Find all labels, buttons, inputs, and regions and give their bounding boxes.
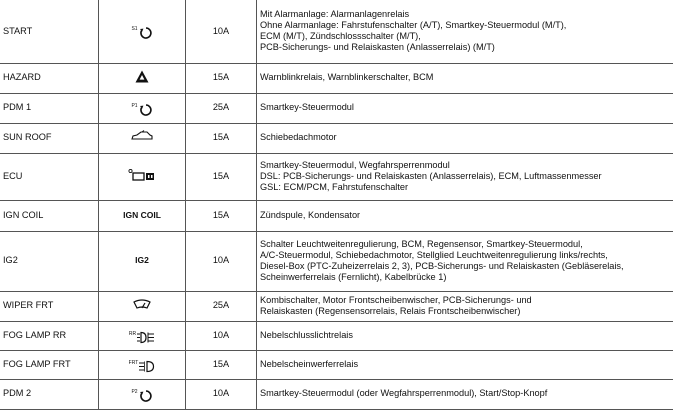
description-line: Smartkey-Steuermodul (oder Wegfahrsperrenmodul), Start/Stop-Knopf: [260, 388, 548, 399]
fuse-symbol: [99, 123, 186, 153]
symbol-label: IGN COIL: [123, 209, 161, 220]
description-line: Nebelscheinwerferrelais: [260, 358, 359, 369]
fuse-description: [257, 291, 673, 321]
description-line: Diesel-Box (PTC-Zuheizerrelais 2, 3), PCB-Sicherungs- und Relaiskasten (Gebläserelais,: [260, 261, 624, 271]
description-line: PCB-Sicherungs- und Relaiskasten (Anlasserrelais) (M/T): [260, 42, 495, 53]
fuse-name: IG2: [3, 255, 18, 266]
fuse-symbol: [99, 379, 186, 409]
description-line: GSL: ECM/PCM, Fahrstufenschalter: [260, 182, 409, 193]
fuse-amperage: 10A: [186, 321, 257, 350]
fuse-name: FOG LAMP FRT: [3, 358, 71, 369]
symbol-label: IG2: [135, 255, 149, 266]
table-row: [0, 123, 673, 153]
fuse-symbol: [99, 291, 186, 321]
fuse-amperage: 25A: [186, 291, 257, 321]
fuse-description: [257, 379, 673, 409]
fuse-name: HAZARD: [3, 72, 41, 83]
fuse-symbol: [99, 321, 186, 350]
symbol-superscript: RR: [128, 331, 137, 337]
fuse-description: [257, 350, 673, 379]
description-line: Warnblinkrelais, Warnblinkerschalter, BCM: [260, 72, 434, 83]
table-row: [0, 200, 673, 231]
fuse-description: [257, 153, 673, 200]
sunroof-car-icon: [131, 130, 153, 142]
wiper-icon: [133, 299, 151, 310]
fuse-symbol: [99, 350, 186, 379]
fuse-amperage: 10A: [186, 0, 257, 63]
start-relay-icon: [139, 26, 153, 40]
fuse-amperage: 15A: [186, 350, 257, 379]
fuse-symbol: [99, 231, 186, 291]
description-line: ECM (M/T), Zündschlossschalter (M/T),: [260, 31, 421, 42]
fuse-symbol: [99, 0, 186, 63]
symbol-superscript: FRT: [128, 360, 139, 366]
symbol-superscript: P1: [131, 103, 138, 109]
description-line: Relaiskasten (Regensensorrelais, Relais Frontscheibenwischer): [260, 306, 521, 316]
table-row: [0, 231, 673, 291]
fuse-name: IGN COIL: [3, 209, 44, 220]
description-line: Schiebedachmotor: [260, 132, 337, 143]
fuse-name: PDM 2: [3, 388, 32, 399]
table-row: [0, 63, 673, 93]
fuse-amperage: 10A: [186, 379, 257, 409]
description-line: Nebelschlusslichtrelais: [260, 329, 353, 340]
fuse-name: START: [3, 25, 33, 36]
description-line: Smartkey-Steuermodul: [260, 102, 354, 113]
description-line: A/C-Steuermodul, Schiebedachmotor, Stellglied Leuchtweitenregulierung links/rechts,: [260, 249, 608, 260]
hazard-triangle-icon: [135, 70, 149, 83]
fuse-name: WIPER FRT: [3, 300, 54, 311]
table-row: [0, 0, 673, 63]
front-fog-lamp-icon: [139, 360, 155, 373]
description-line: DSL: PCB-Sicherungs- und Relaiskasten (Anlasserrelais), ECM, Luftmassenmesser: [260, 170, 602, 181]
fuse-description: [257, 0, 673, 63]
description-line: Smartkey-Steuermodul, Wegfahrsperrenmodul: [260, 159, 450, 170]
description-line: Mit Alarmanlage: Alarmanlagenrelais: [260, 8, 410, 19]
fuse-symbol: [99, 63, 186, 93]
fuse-amperage: 15A: [186, 63, 257, 93]
fuse-symbol: [99, 153, 186, 200]
table-row: [0, 379, 673, 409]
description-line: Scheinwerferrelais (Fernlicht), Kabelbrücke 1): [260, 272, 447, 283]
fuse-description: [257, 200, 673, 231]
fuse-amperage: 15A: [186, 123, 257, 153]
fuse-description: [257, 231, 673, 291]
fuse-description: [257, 321, 673, 350]
fuse-name: PDM 1: [3, 102, 32, 113]
description-line: Kombischalter, Motor Frontscheibenwischer, PCB-Sicherungs- und: [260, 294, 532, 305]
table-row: [0, 291, 673, 321]
rear-fog-lamp-icon: [137, 331, 155, 344]
fuse-amperage: 15A: [186, 200, 257, 231]
fuse-amperage: 10A: [186, 231, 257, 291]
fuse-name: ECU: [3, 170, 23, 181]
table-row: [0, 321, 673, 350]
fuse-name: SUN ROOF: [3, 132, 52, 143]
pdm2-icon: [139, 389, 153, 403]
fuse-amperage: 15A: [186, 153, 257, 200]
table-row: [0, 93, 673, 123]
description-line: Ohne Alarmanlage: Fahrstufenschalter (A/T), Smartkey-Steuermodul (M/T),: [260, 20, 567, 31]
fuse-description: [257, 93, 673, 123]
pdm1-icon: [139, 103, 153, 117]
fuse-description: [257, 123, 673, 153]
fuse-name: FOG LAMP RR: [3, 329, 67, 340]
fuse-symbol: [99, 93, 186, 123]
symbol-superscript: P2: [131, 389, 138, 395]
table-row: [0, 350, 673, 379]
fuse-description: [257, 63, 673, 93]
ecu-engine-icon: [128, 168, 156, 182]
fuse-symbol: [99, 200, 186, 231]
table-row: [0, 153, 673, 200]
description-line: Schalter Leuchtweitenregulierung, BCM, Regensensor, Smartkey-Steuermodul,: [260, 238, 583, 249]
symbol-superscript: S1: [131, 26, 138, 33]
fuse-amperage: 25A: [186, 93, 257, 123]
description-line: Zündspule, Kondensator: [260, 209, 361, 220]
